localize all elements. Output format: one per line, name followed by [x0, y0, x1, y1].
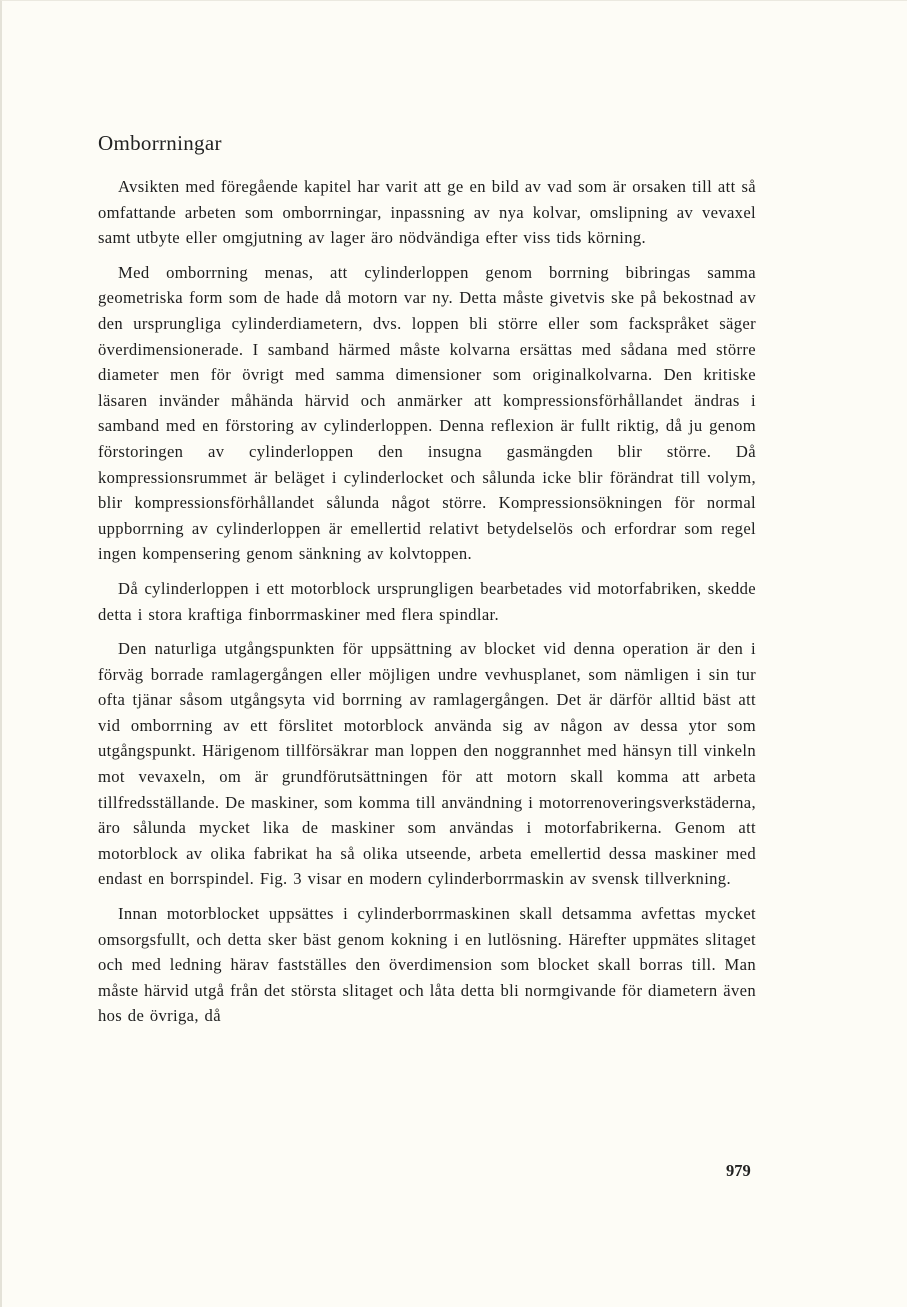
- paragraph-2: Med omborrning menas, att cylinderloppen genom borrning bibringas samma geometriska form som de hade då motorn var ny. Detta måste givetvis ske på bekostnad av den ursprungliga cylinderdiametern, dvs. loppen bli större eller som fackspråket säger överdimensionerade. I samband härmed måste kolvarna ersättas med sådana med större diameter men för övrigt med samma dimensioner som originalkolvarna. Den kritiske läsaren invänder måhända härvid och anmärker att kompressionsförhållandet ändras i samband med en förstoring av cylinderloppen. Denna reflexion är fullt riktig, då ju genom förstoringen av cylinderloppen den insugna gasmängden blir större. Då kompressionsrummet är beläget i cylinderlocket och sålunda icke blir förändrat till volym, blir kompressionsförhållandet sålunda något större. Kompressionsökningen för normal uppborrning av cylinderloppen är emellertid relativt betydelselös och erfordrar som regel ingen kompensering genom sänkning av kolvtoppen.: [98, 262, 756, 564]
- section-heading: Omborrningar: [98, 131, 222, 155]
- paragraph-1: Avsikten med föregående kapitel har varit att ge en bild av vad som är orsaken till att så omfattande arbeten som omborrningar, inpassning av nya kolvar, omslipning av vevaxel samt utbyte eller omgjutning av lager äro nödvändiga efter viss tids körning.: [98, 177, 756, 248]
- paragraph-3: Då cylinderloppen i ett motorblock ursprungligen bearbetades vid motorfabriken, skedde detta i stora kraftiga finborrmaskiner med flera spindlar.: [98, 578, 756, 624]
- page-content: [98, 129, 756, 1038]
- paragraph-5: Innan motorblocket uppsättes i cylinderborrmaskinen skall detsamma avfettas mycket omsorgsfullt, och detta sker bäst genom kokning i en lutlösning. Härefter uppmätes slitaget och med ledning härav fastställes den överdimension som blocket skall borras till. Man måste härvid utgå från det största slitaget och låta detta bli normgivande för diametern även hos de övriga, då: [98, 904, 756, 1026]
- page-number: 979: [726, 1161, 751, 1180]
- paragraph-4: Den naturliga utgångspunkten för uppsättning av blocket vid denna operation är den i förväg borrade ramlagergången eller möjligen undre vevhusplanet, som nämligen i sin tur ofta tjänar såsom utgångsyta vid borrning av ramlagergången. Det är därför alltid bäst att vid omborrning av ett förslitet motorblock använda sig av någon av dessa ytor som utgångspunkt. Härigenom tillförsäkrar man loppen den noggrannhet med hänsyn till vinkeln mot vevaxeln, om är grundförutsättningen för att motorn skall komma att arbeta tillfredsställande. De maskiner, som komma till användning i motorrenoveringsverkstäderna, äro sålunda mycket lika de maskiner som användas i motorfabrikerna. Genom att motorblock av olika fabrikat ha så olika utseende, arbeta emellertid dessa maskiner med endast en borrspindel. Fig. 3 visar en modern cylinderborrmaskin av svensk tillverkning.: [98, 639, 756, 889]
